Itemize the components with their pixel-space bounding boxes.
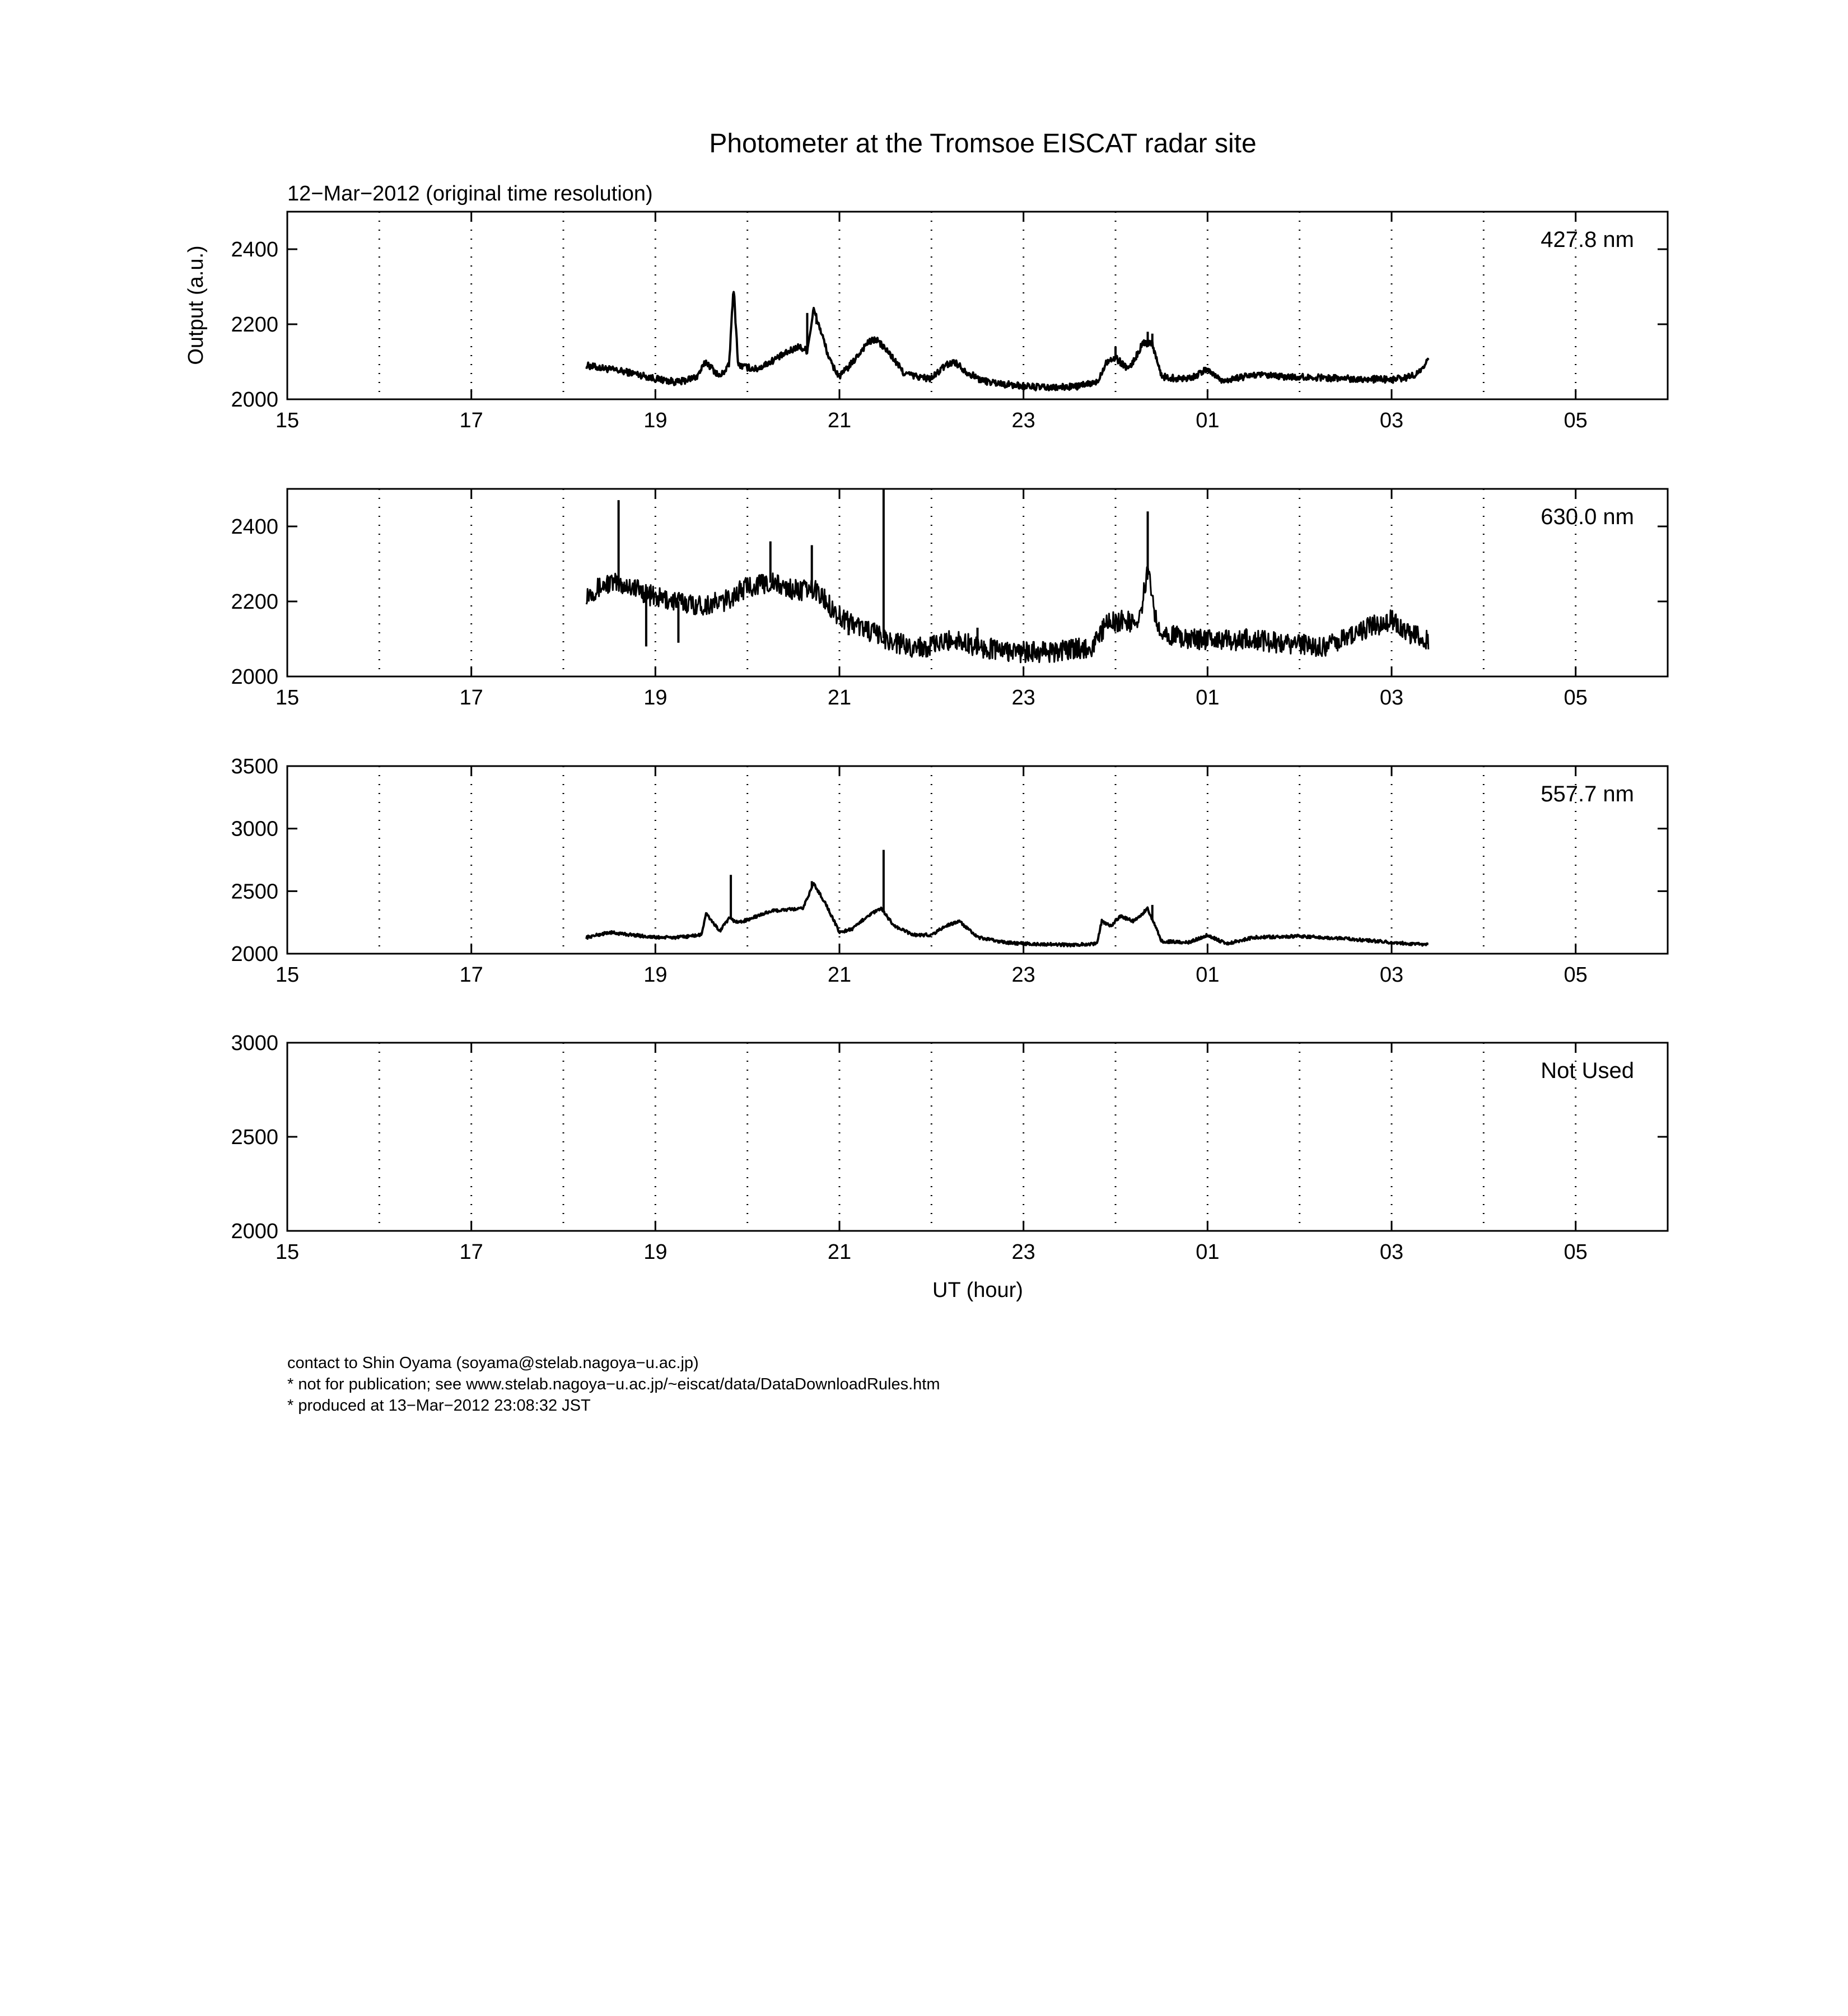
plot-frame: [287, 1043, 1668, 1231]
x-tick-label: 05: [1564, 686, 1588, 710]
y-tick-label: 2000: [231, 665, 278, 689]
x-tick-label: 15: [275, 1240, 300, 1264]
x-tick-label: 19: [643, 409, 668, 432]
x-tick-label: 21: [827, 686, 852, 710]
footer-line: * produced at 13−Mar−2012 23:08:32 JST: [287, 1397, 591, 1415]
data-series-line: [586, 567, 1429, 662]
y-axis-label: Output (a.u.): [184, 245, 208, 365]
footer-notes: [287, 1352, 940, 1416]
panel-label: 427.8 nm: [1541, 227, 1634, 252]
panel-label: Not Used: [1541, 1058, 1634, 1083]
x-tick-label: 21: [827, 963, 852, 987]
x-tick-label: 15: [275, 963, 300, 987]
panel-label: 557.7 nm: [1541, 782, 1634, 806]
x-tick-label: 19: [643, 686, 668, 710]
y-tick-label: 2000: [231, 388, 278, 412]
y-tick-label: 2000: [231, 1220, 278, 1243]
x-tick-label: 01: [1196, 963, 1220, 987]
y-tick-label: 2500: [231, 1126, 278, 1149]
data-series-line: [586, 292, 1429, 390]
x-tick-label: 23: [1011, 409, 1035, 432]
chart-title: Photometer at the Tromsoe EISCAT radar site: [709, 129, 1257, 158]
y-tick-label: 3000: [231, 817, 278, 841]
x-tick-label: 21: [827, 1240, 852, 1264]
x-tick-label: 23: [1011, 686, 1035, 710]
y-tick-label: 2400: [231, 238, 278, 262]
x-tick-label: 17: [459, 409, 483, 432]
x-tick-label: 19: [643, 1240, 668, 1264]
x-axis-label: UT (hour): [932, 1278, 1023, 1302]
x-tick-label: 03: [1379, 963, 1404, 987]
x-tick-label: 03: [1379, 686, 1404, 710]
y-tick-label: 3000: [231, 1032, 278, 1055]
y-tick-label: 2200: [231, 313, 278, 337]
footer-line: contact to Shin Oyama (soyama@stelab.nagoya−u.ac.jp): [287, 1354, 699, 1372]
panels: [231, 212, 1668, 1264]
y-tick-label: 2000: [231, 942, 278, 966]
plot-frame: [287, 766, 1668, 954]
x-tick-label: 15: [275, 409, 300, 432]
chart-panel: [231, 489, 1668, 710]
x-tick-label: 01: [1196, 1240, 1220, 1264]
panel-label: 630.0 nm: [1541, 505, 1634, 529]
plot-frame: [287, 212, 1668, 399]
footer-line: * not for publication; see www.stelab.nagoya−u.ac.jp/~eiscat/data/DataDownloadRules.htm: [287, 1375, 940, 1393]
x-tick-label: 01: [1196, 686, 1220, 710]
chart-panel: [231, 212, 1668, 432]
chart-panel: [231, 1032, 1668, 1264]
x-tick-label: 03: [1379, 409, 1404, 432]
x-tick-label: 15: [275, 686, 300, 710]
y-tick-label: 3500: [231, 755, 278, 778]
chart-panel: [231, 755, 1668, 987]
x-tick-label: 05: [1564, 1240, 1588, 1264]
x-tick-label: 03: [1379, 1240, 1404, 1264]
y-tick-label: 2400: [231, 515, 278, 539]
x-tick-label: 05: [1564, 409, 1588, 432]
x-tick-label: 23: [1011, 963, 1035, 987]
x-tick-label: 21: [827, 409, 852, 432]
chart-subtitle: 12−Mar−2012 (original time resolution): [287, 182, 653, 206]
x-tick-label: 17: [459, 686, 483, 710]
y-tick-label: 2500: [231, 880, 278, 904]
y-tick-label: 2200: [231, 590, 278, 614]
x-tick-label: 17: [459, 963, 483, 987]
x-tick-label: 17: [459, 1240, 483, 1264]
x-tick-label: 19: [643, 963, 668, 987]
data-series-line: [586, 883, 1429, 946]
x-tick-label: 05: [1564, 963, 1588, 987]
x-tick-label: 01: [1196, 409, 1220, 432]
x-tick-label: 23: [1011, 1240, 1035, 1264]
